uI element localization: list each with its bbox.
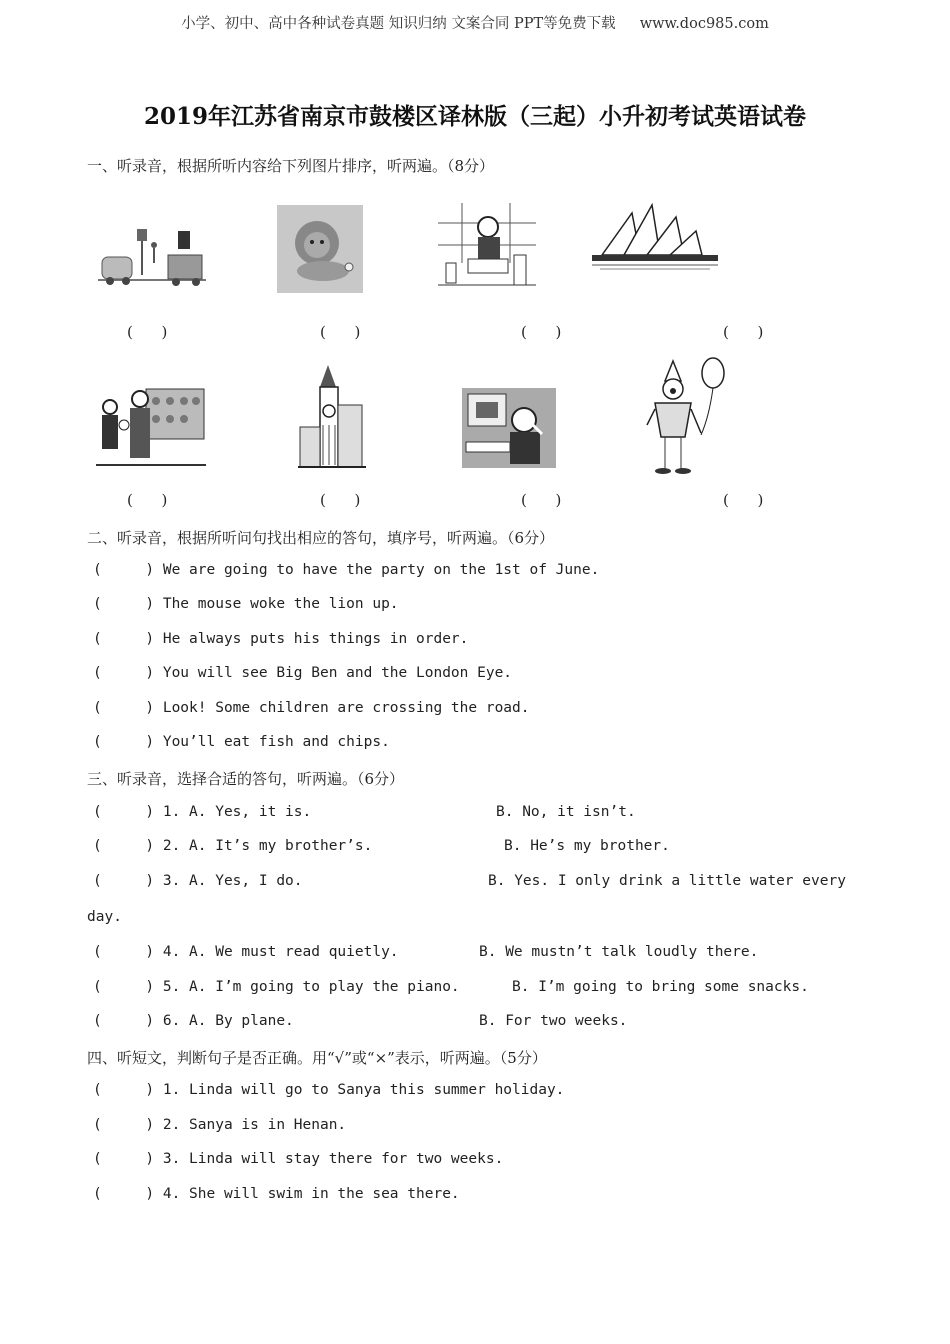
section3-option-b: B. He’s my brother. — [504, 838, 670, 854]
traffic-light-crossing-icon — [98, 225, 206, 291]
section3-option-a: ( ) 3. A. Yes, I do. — [93, 873, 303, 889]
section2-heading: 二、听录音，根据所听问句找出相应的答句，填序号，听两遍。（6分） — [87, 529, 555, 547]
family-shopping-icon — [96, 385, 206, 469]
scientist-icon — [438, 203, 536, 293]
section3-option-a: ( ) 6. A. By plane. — [93, 1013, 294, 1029]
picture-3-answer-blank[interactable]: ( ) — [521, 323, 562, 341]
section1-heading: 一、听录音，根据所听内容给下列图片排序，听两遍。（8分） — [87, 157, 495, 175]
lion-icon — [277, 205, 363, 293]
section2-item: ( ) The mouse woke the lion up. — [93, 596, 399, 612]
picture-5-answer-blank[interactable]: ( ) — [127, 491, 168, 509]
header-site-link[interactable]: www.doc985.com — [639, 16, 769, 32]
section4-item: ( ) 3. Linda will stay there for two weeks. — [93, 1151, 504, 1167]
section2-item: ( ) You will see Big Ben and the London Eye. — [93, 665, 513, 681]
picture-8-answer-blank[interactable]: ( ) — [723, 491, 764, 509]
section2-item: ( ) Look! Some children are crossing the road. — [93, 700, 530, 716]
page-header — [0, 12, 950, 33]
section3-option-a: ( ) 1. A. Yes, it is. — [93, 804, 312, 820]
section3-option-a: ( ) 5. A. I’m going to play the piano. — [93, 979, 460, 995]
section4-item: ( ) 2. Sanya is in Henan. — [93, 1117, 347, 1133]
section4-heading: 四、听短文，判断句子是否正确。用“√”或“×”表示，听两遍。（5分） — [87, 1049, 547, 1067]
clown-balloon-icon — [645, 357, 727, 477]
section3-heading: 三、听录音，选择合适的答句，听两遍。（6分） — [87, 770, 405, 788]
section3-continuation: day. — [87, 909, 122, 925]
section3-option-b: B. For two weeks. — [479, 1013, 628, 1029]
section2-item: ( ) He always puts his things in order. — [93, 631, 469, 647]
header-text: 小学、初中、高中各种试卷真题 知识归纳 文案合同 PPT等免费下载 — [181, 16, 616, 32]
boy-brushing-teeth-icon — [462, 388, 556, 468]
picture-6-answer-blank[interactable]: ( ) — [320, 491, 361, 509]
opera-house-icon — [592, 203, 718, 273]
section3-option-a: ( ) 2. A. It’s my brother’s. — [93, 838, 373, 854]
section4-item: ( ) 4. She will swim in the sea there. — [93, 1186, 460, 1202]
picture-4-answer-blank[interactable]: ( ) — [723, 323, 764, 341]
big-ben-icon — [298, 365, 366, 469]
picture-1-answer-blank[interactable]: ( ) — [127, 323, 168, 341]
section2-item: ( ) You’ll eat fish and chips. — [93, 734, 390, 750]
picture-2-answer-blank[interactable]: ( ) — [320, 323, 361, 341]
section3-option-b: B. Yes. I only drink a little water every — [488, 873, 846, 889]
section4-item: ( ) 1. Linda will go to Sanya this summer holiday. — [93, 1082, 565, 1098]
section3-option-b: B. No, it isn’t. — [496, 804, 636, 820]
section3-option-a: ( ) 4. A. We must read quietly. — [93, 944, 399, 960]
section2-item: ( ) We are going to have the party on the 1st of June. — [93, 562, 600, 578]
page-title: 2019年江苏省南京市鼓楼区译林版（三起）小升初考试英语试卷 — [143, 103, 806, 130]
section3-option-b: B. We mustn’t talk loudly there. — [479, 944, 759, 960]
section3-option-b: B. I’m going to bring some snacks. — [512, 979, 809, 995]
picture-7-answer-blank[interactable]: ( ) — [521, 491, 562, 509]
